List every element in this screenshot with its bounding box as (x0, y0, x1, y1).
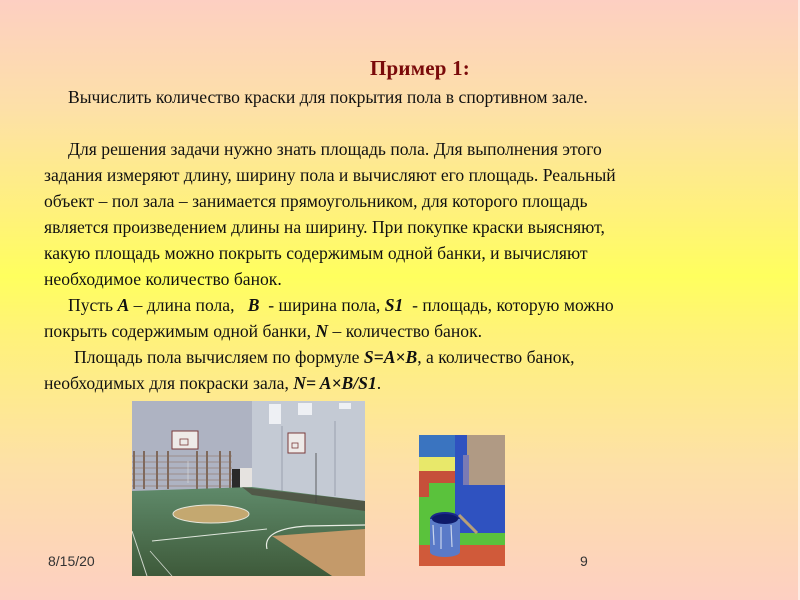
slide-title: Пример 1: (370, 56, 470, 80)
paragraph-line: объект – пол зала – занимается прямоугольником, для которого площадь (44, 191, 588, 211)
formula-area: S=A×B (363, 347, 418, 367)
paragraph-line: задания измеряют длину, ширину пола и вычисляют его площадь. Реальный (44, 165, 616, 185)
text: покрыть содержимым одной банки, (44, 321, 316, 341)
footer-date: 8/15/20 (48, 553, 95, 569)
paragraph-line: необходимое количество банок. (44, 269, 282, 289)
footer-page-number: 9 (580, 553, 588, 569)
task-statement: Вычислить количество краски для покрытия пола в спортивном зале. (68, 87, 588, 107)
formula-cans: N= A×B/S1 (293, 373, 377, 393)
variable-a: A (117, 295, 130, 315)
variable-n: N (315, 321, 329, 341)
formula-line (44, 372, 381, 394)
text: – длина пола, (129, 295, 248, 315)
text: Площадь пола вычисляем по формуле (74, 347, 364, 367)
paint-can-photo (419, 435, 505, 566)
text: – количество банок. (328, 321, 483, 341)
paragraph-line: Для решения задачи нужно знать площадь пола. Для выполнения этого (68, 139, 602, 159)
paragraph-line: является произведением длины на ширину. При покупке краски выясняют, (44, 217, 605, 237)
text: , а количество банок, (417, 347, 575, 367)
gym-floor-photo (132, 401, 365, 576)
formula-line (44, 346, 575, 368)
text: - ширина пола, (259, 295, 385, 315)
variable-s1: S1 (384, 295, 404, 315)
paragraph-line: какую площадь можно покрыть содержимым одной банки, и вычисляют (44, 243, 588, 263)
text: необходимых для покраски зала, (44, 373, 294, 393)
variables-definition-line (44, 320, 482, 342)
text: Пусть (68, 295, 118, 315)
variable-b: B (247, 295, 260, 315)
variables-definition-line (44, 294, 614, 316)
text: - площадь, которую можно (403, 295, 614, 315)
text: . (376, 373, 382, 393)
